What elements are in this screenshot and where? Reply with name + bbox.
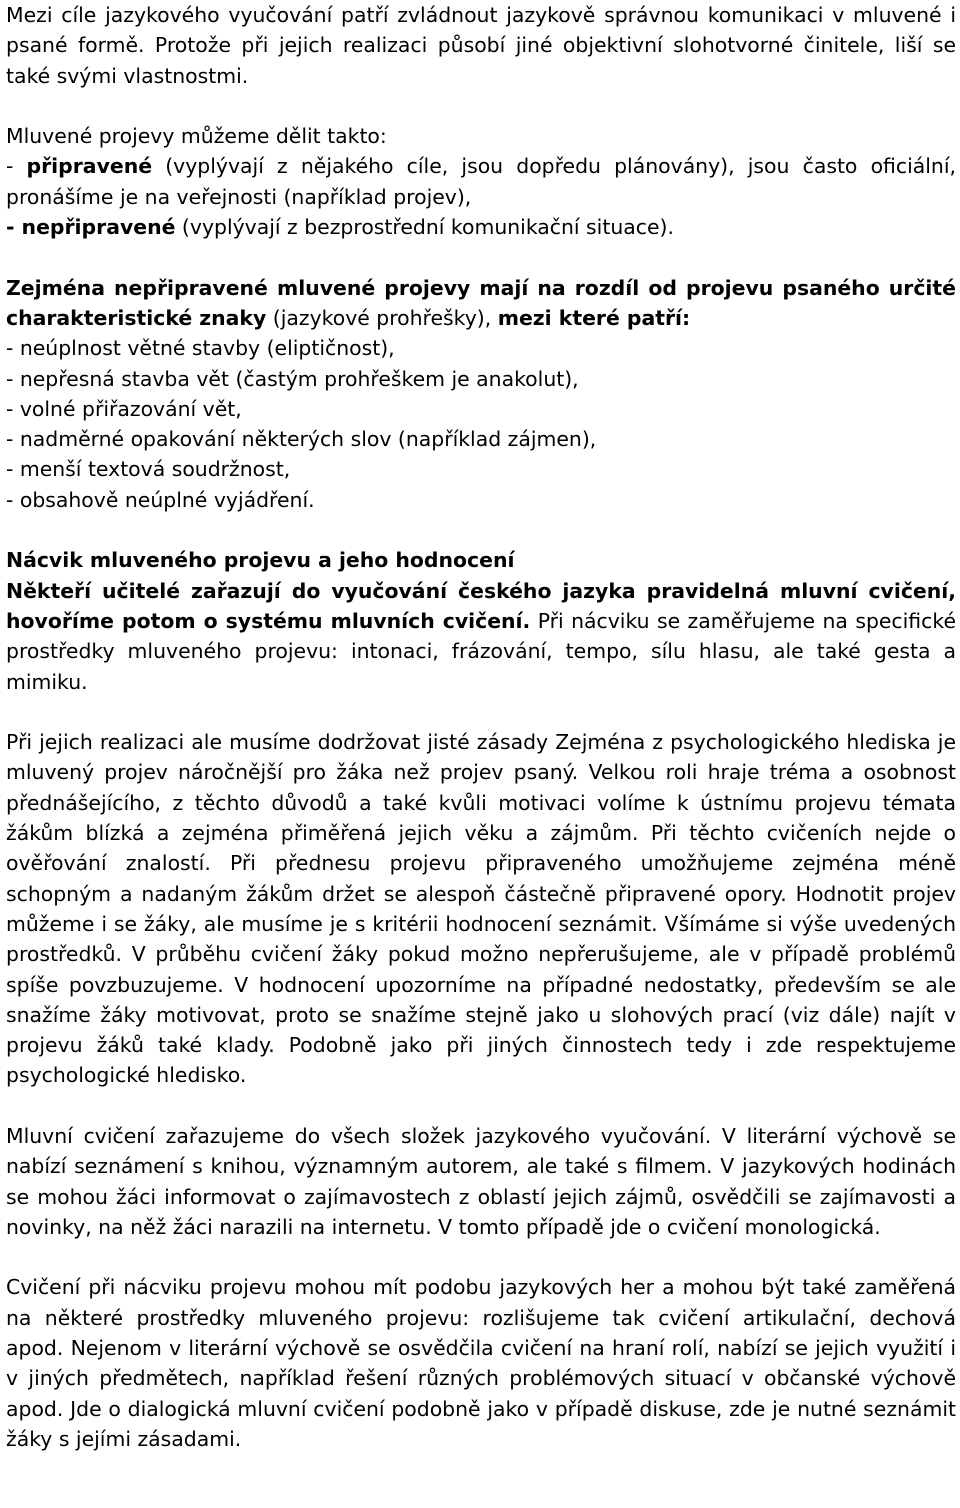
paragraph-exercises: Mluvní cvičení zařazujeme do všech složek jazykového vyučování. V literární výchově se nabízí seznámení s knihou, významným autorem, ale také s filmem. V jazykových hodinách se mohou žáci informovat o zajímavostech z oblastí jejich zájmů, osvědčili se zajímavosti a novinky, na něž žáci narazili na internetu. V tomto případě jde o cvičení monologická.	[6, 1123, 956, 1239]
speech-types-intro: Mluvené projevy můžeme dělit takto:	[6, 124, 387, 149]
unprepared-item	[6, 212, 956, 242]
paragraph-intro: Mezi cíle jazykového vyučování patří zvládnout jazykově správnou komunikaci v mluvené i psané formě. Protože při jejich realizaci působí jiné objektivní slohotvorné činitele, liší se také svými vlastnostmi.	[6, 3, 956, 88]
prepared-item-dash: -	[6, 154, 27, 179]
unprepared-description: (vyplývají z bezprostřední komunikační situace).	[175, 215, 674, 240]
unprepared-term: - nepřipravené	[6, 215, 176, 240]
characteristics-lead: Zejména nepřipravené mluvené projevy mají na rozdíl od projevu psaného určité charakteristické znaky	[6, 275, 956, 330]
characteristics-note: (jazykové prohřešky),	[266, 305, 498, 330]
practice-lead: Někteří učitelé zařazují do vyučování českého jazyka pravidelná mluvní cvičení, hovoříme potom o systému mluvních cvičení.	[6, 578, 956, 633]
prepared-term: připravené	[26, 154, 153, 179]
list-item: - volné přiřazování vět,	[6, 396, 242, 421]
list-item: - neúplnost větné stavby (eliptičnost),	[6, 336, 395, 361]
paragraph-speech-types	[6, 121, 956, 242]
paragraph-characteristics	[6, 273, 956, 515]
list-item: - menší textová soudržnost,	[6, 457, 291, 482]
section-heading: Nácvik mluveného projevu a jeho hodnocení	[6, 548, 515, 573]
list-item: - nadměrné opakování některých slov (například zájmen),	[6, 427, 597, 452]
list-item: - obsahově neúplné vyjádření.	[6, 487, 315, 512]
practice-text: Při nácviku se zaměřujeme na specifické prostředky mluveného projevu: intonaci, frázování, tempo, sílu hlasu, ale také gesta a mimiku.	[6, 608, 956, 694]
paragraph-games: Cvičení při nácviku projevu mohou mít podobu jazykových her a mohou být také zaměřená na některé prostředky mluveného projevu: rozlišujeme tak cvičení artikulační, dechová apod. Nejenom v literární výchově se osvědčila cvičení na hraní rolí, nabízí se jejich využití i v jiných předmětech, například řešení různých problémových situací v občanské výchově apod. Jde o dialogická mluvní cvičení podobně jako v případě diskuse, zde je nutné seznámit žáky s jejími zásadami.	[6, 1275, 956, 1451]
list-item: - nepřesná stavba vět (častým prohřeškem je anakolut),	[6, 366, 579, 391]
prepared-description: (vyplývají z nějakého cíle, jsou dopředu plánovány), jsou často oficiální, pronášíme je na veřejnosti (například projev),	[6, 154, 956, 209]
paragraph-principles: Při jejich realizaci ale musíme dodržovat jisté zásady Zejména z psychologického hlediska je mluvený projev náročnější pro žáka než projev psaný. Velkou roli hraje tréma a osobnost přednášejícího, z těchto důvodů a také kvůli motivaci volíme k ústnímu projevu témata žákům blízká a zejména přiměřená jejich věku a zájmům. Při těchto cvičeních nejde o ověřování znalostí. Při přednesu projevu připraveného umožňujeme zejména méně schopným a nadaným žákům držet se alespoň částečně připravené opory. Hodnotit projev můžeme i se žáky, ale musíme je s kritérii hodnocení seznámit. Všímáme si výše uvedených prostředků. V průběhu cvičení žáky pokud možno nepřerušujeme, ale v případě problémů spíše povzbuzujeme. V hodnocení upozorníme na případné nedostatky, především se ale snažíme žáky motivovat, proto se snažíme stejně jako u slohových prací (viz dále) najít v projevu žáků také klady. Podobně jako při jiných činnostech tedy i zde respektujeme psychologické hledisko.	[6, 730, 956, 1088]
paragraph-practice	[6, 545, 956, 696]
characteristics-list-intro: mezi které patří:	[497, 305, 691, 330]
